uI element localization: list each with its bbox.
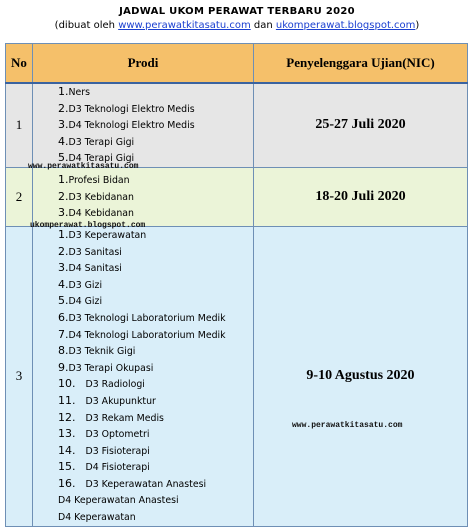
prodi-cell bbox=[33, 226, 254, 526]
exam-date: 9-10 Agustus 2020 bbox=[254, 226, 468, 526]
prodi-item bbox=[58, 327, 253, 344]
watermark-text: www.perawatkitasatu.com bbox=[292, 421, 403, 430]
prodi-list bbox=[33, 227, 253, 526]
prodi-item-number: 13. bbox=[58, 427, 76, 441]
prodi-item-name: D4 Keperawatan Anastesi bbox=[58, 495, 179, 507]
prodi-item bbox=[58, 376, 253, 393]
prodi-item bbox=[58, 492, 253, 509]
prodi-item-number: 4. bbox=[58, 277, 69, 291]
prodi-item-name: D3 Terapi Okupasi bbox=[68, 362, 154, 374]
prodi-cell bbox=[33, 83, 254, 167]
prodi-item bbox=[58, 244, 253, 261]
prodi-item-number: 11. bbox=[58, 393, 76, 407]
schedule-table bbox=[5, 43, 468, 527]
prodi-item bbox=[58, 360, 253, 377]
prodi-list bbox=[33, 84, 253, 167]
table-row bbox=[6, 226, 468, 526]
credit-line bbox=[0, 20, 474, 31]
prodi-item-name: D4 Teknologi Laboratorium Medik bbox=[68, 329, 226, 341]
prodi-item-name: D3 Akupunktur bbox=[85, 395, 156, 407]
prodi-item-name: D3 Gizi bbox=[68, 279, 103, 291]
prodi-item-number: 10. bbox=[58, 377, 76, 391]
row-number: 3 bbox=[6, 226, 33, 526]
prodi-item-name: D3 Teknologi Elektro Medis bbox=[68, 103, 195, 115]
prodi-item-number: 5. bbox=[58, 294, 69, 308]
prodi-item-number: 12. bbox=[58, 410, 76, 424]
prodi-item-name: D3 Teknologi Laboratorium Medik bbox=[68, 312, 226, 324]
prodi-item-number: 15. bbox=[58, 460, 76, 474]
page-title: JADWAL UKOM PERAWAT TERBARU 2020 bbox=[119, 6, 355, 17]
prodi-item-name: D3 Terapi Gigi bbox=[68, 136, 135, 148]
prodi-item bbox=[58, 476, 253, 493]
prodi-item-number: 7. bbox=[58, 327, 69, 341]
prodi-item-name: D3 Sanitasi bbox=[68, 246, 122, 258]
prodi-item-name: D3 Keperawatan Anastesi bbox=[85, 478, 207, 490]
table-row bbox=[6, 167, 468, 226]
prodi-item bbox=[58, 443, 253, 460]
prodi-item-number: 5. bbox=[58, 151, 69, 165]
prodi-item-name: D4 Gizi bbox=[68, 296, 103, 308]
row-number: 2 bbox=[6, 167, 33, 226]
watermark-text: www.perawatkitasatu.com bbox=[28, 162, 139, 171]
prodi-item-number: 2. bbox=[58, 244, 69, 258]
header-prodi: Prodi bbox=[33, 44, 254, 84]
prodi-item bbox=[58, 189, 253, 206]
prodi-item bbox=[58, 84, 253, 101]
prodi-item-name: D3 Rekam Medis bbox=[85, 412, 164, 424]
prodi-item bbox=[58, 260, 253, 277]
prodi-item bbox=[58, 277, 253, 294]
prodi-item-name: D4 Sanitasi bbox=[68, 263, 122, 275]
prodi-item bbox=[58, 393, 253, 410]
table-header-row bbox=[6, 44, 468, 84]
prodi-item bbox=[58, 410, 253, 427]
prodi-item bbox=[58, 459, 253, 476]
prodi-item bbox=[58, 509, 253, 526]
prodi-item-name: D4 Terapi Gigi bbox=[68, 153, 135, 165]
prodi-item-name: Ners bbox=[68, 87, 91, 98]
prodi-item bbox=[58, 293, 253, 310]
header-no: No bbox=[6, 44, 33, 84]
prodi-item-number: 2. bbox=[58, 189, 69, 203]
prodi-item-name: Profesi Bidan bbox=[68, 175, 130, 187]
prodi-item-name: D4 Kebidanan bbox=[68, 208, 134, 220]
prodi-item-name: D4 Teknologi Elektro Medis bbox=[68, 120, 195, 132]
prodi-item bbox=[58, 343, 253, 360]
row-number: 1 bbox=[6, 83, 33, 167]
prodi-item-number: 8. bbox=[58, 344, 69, 358]
credit-prefix: (dibuat oleh bbox=[54, 20, 115, 31]
prodi-item-name: D3 Kebidanan bbox=[68, 191, 134, 203]
prodi-item-number: 16. bbox=[58, 476, 76, 490]
prodi-item-name: D3 Teknik Gigi bbox=[68, 346, 136, 358]
prodi-item bbox=[58, 101, 253, 118]
exam-date: 25-27 Juli 2020 bbox=[254, 83, 468, 167]
prodi-item-number: 4. bbox=[58, 134, 69, 148]
prodi-item-number: 3. bbox=[58, 206, 69, 220]
prodi-item-number: 9. bbox=[58, 360, 69, 374]
site-link-ukomperawat[interactable]: ukomperawat.blogspot.com bbox=[275, 20, 416, 31]
prodi-cell bbox=[33, 167, 254, 226]
prodi-item bbox=[58, 134, 253, 151]
prodi-item-name: D3 Keperawatan bbox=[68, 229, 147, 241]
exam-date: 18-20 Juli 2020 bbox=[254, 167, 468, 226]
prodi-list bbox=[33, 172, 253, 222]
prodi-item-number: 1. bbox=[58, 173, 69, 187]
prodi-item-number: 6. bbox=[58, 310, 69, 324]
prodi-item bbox=[58, 205, 253, 222]
prodi-item-name: D4 Fisioterapi bbox=[85, 462, 150, 474]
watermark-text: ukomperawat.blogspot.com bbox=[30, 221, 146, 230]
prodi-item-number: 3. bbox=[58, 261, 69, 275]
prodi-item bbox=[58, 426, 253, 443]
prodi-item-name: D3 Radiologi bbox=[85, 379, 145, 391]
prodi-item-name: D3 Optometri bbox=[85, 429, 150, 441]
credit-suffix: ) bbox=[415, 20, 420, 31]
prodi-item-number: 3. bbox=[58, 118, 69, 132]
prodi-item bbox=[58, 310, 253, 327]
prodi-item bbox=[58, 172, 253, 189]
prodi-item-number: 1. bbox=[58, 85, 69, 98]
credit-mid: dan bbox=[253, 20, 273, 31]
prodi-item bbox=[58, 117, 253, 134]
table-row bbox=[6, 83, 468, 167]
prodi-item-number: 1. bbox=[58, 227, 69, 241]
header-penyelenggara: Penyelenggara Ujian(NIC) bbox=[254, 44, 468, 84]
site-link-perawatkitasatu[interactable]: www.perawatkitasatu.com bbox=[118, 20, 251, 31]
prodi-item-name: D4 Keperawatan bbox=[58, 512, 136, 524]
prodi-item-number: 2. bbox=[58, 101, 69, 115]
prodi-item-number: 14. bbox=[58, 443, 76, 457]
prodi-item-name: D3 Fisioterapi bbox=[85, 445, 150, 457]
